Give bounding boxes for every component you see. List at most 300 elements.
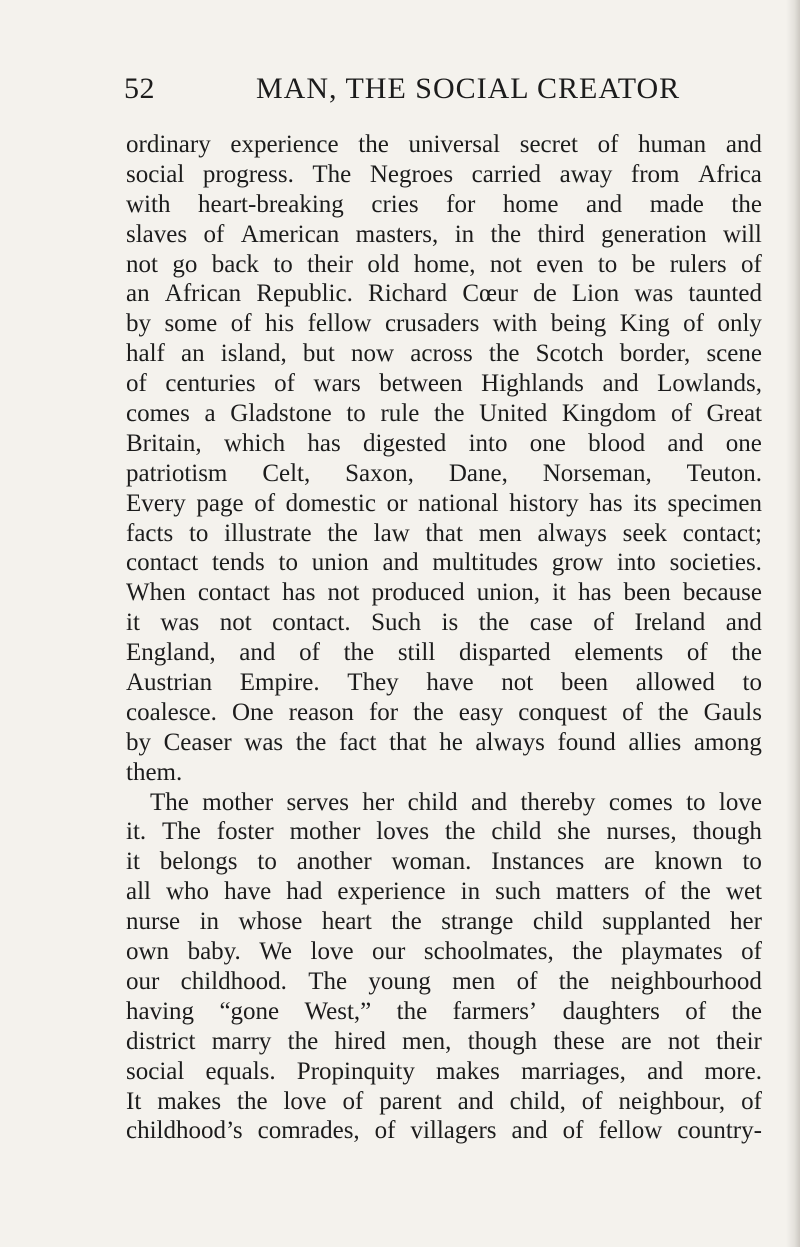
word: It	[126, 1087, 142, 1115]
word: The	[308, 967, 348, 995]
word: of	[374, 1117, 396, 1145]
word: Austrian	[126, 669, 213, 697]
word: these	[553, 1027, 605, 1055]
word: Highlands	[481, 370, 584, 398]
word: of	[203, 220, 225, 248]
text-line	[126, 399, 762, 429]
word: has	[589, 489, 623, 517]
word: cries	[371, 190, 419, 218]
word: makes	[436, 1057, 500, 1085]
word: an	[181, 340, 205, 368]
word: which	[223, 429, 286, 457]
text-line	[126, 668, 762, 698]
word: not	[489, 250, 522, 278]
text-line	[126, 817, 762, 847]
word: the	[680, 878, 711, 906]
word: always	[475, 728, 545, 756]
word: because	[682, 579, 762, 607]
word: fact	[338, 728, 377, 756]
word: Dane,	[448, 459, 508, 487]
word: and	[470, 788, 508, 816]
word: from	[630, 160, 680, 188]
word: to	[273, 250, 293, 278]
word: experience	[230, 131, 339, 158]
word: for	[368, 698, 399, 726]
word: nurses,	[606, 818, 677, 846]
word: Cœur	[462, 280, 518, 308]
word: heart-breaking	[198, 190, 344, 218]
word: of	[342, 1087, 364, 1115]
word: island,	[220, 340, 287, 368]
word: by	[126, 728, 151, 756]
word: domestic	[285, 489, 376, 517]
word: been	[560, 669, 609, 697]
word: away	[559, 160, 613, 188]
word: our	[372, 938, 406, 966]
text-line	[126, 937, 762, 967]
word: of	[593, 609, 615, 637]
word: child,	[509, 1087, 566, 1115]
word: Kingdom	[561, 400, 657, 428]
word: the	[237, 1087, 268, 1115]
word: comes	[126, 400, 190, 428]
text-line	[126, 728, 762, 758]
word: his	[264, 310, 295, 338]
word: not	[501, 669, 534, 697]
word: with	[492, 310, 538, 338]
word: its	[633, 489, 657, 517]
word: Scotch	[535, 340, 604, 368]
word: and	[382, 549, 419, 577]
word: history	[509, 489, 579, 517]
word: found	[557, 728, 616, 756]
word: not	[126, 250, 158, 278]
word: with	[126, 190, 171, 218]
word: the	[343, 639, 375, 667]
word: seek	[622, 519, 668, 547]
word: strange	[441, 908, 514, 936]
word: universal	[408, 131, 501, 158]
word: and	[602, 370, 639, 398]
word: all	[126, 878, 151, 906]
word: “gone	[219, 997, 280, 1025]
word: Ireland	[634, 609, 706, 637]
word: the	[558, 967, 590, 995]
text-line	[126, 1027, 762, 1057]
word: to	[597, 250, 618, 278]
text-line	[126, 578, 762, 608]
word: and	[586, 190, 623, 218]
word: African	[164, 280, 242, 308]
word: not	[667, 1027, 700, 1055]
word: district	[126, 1027, 196, 1055]
word: love	[283, 1087, 327, 1115]
word: child	[491, 818, 542, 846]
word: societies.	[669, 549, 762, 577]
text-line	[126, 519, 762, 549]
word: the	[433, 400, 465, 428]
word: rule	[380, 400, 420, 428]
word: of	[622, 698, 643, 726]
word: the	[658, 698, 689, 726]
word: it.	[126, 818, 147, 846]
word: but	[302, 340, 335, 368]
word: thereby	[520, 788, 596, 816]
word: who	[166, 878, 210, 906]
word: known	[654, 848, 723, 876]
word: the	[413, 698, 444, 726]
text-line	[126, 907, 762, 937]
word: be	[631, 250, 656, 278]
body-text	[126, 130, 762, 1146]
word: between	[379, 370, 463, 398]
word: United	[479, 400, 548, 428]
word: The	[150, 788, 189, 816]
word: has	[578, 579, 612, 607]
word: serves	[286, 788, 349, 816]
word: child	[532, 908, 583, 936]
page-number: 52	[124, 72, 155, 105]
word: woman.	[391, 848, 472, 876]
text-line	[126, 250, 762, 280]
word: country-	[677, 1117, 762, 1145]
word: taunted	[688, 280, 762, 308]
word: own	[126, 938, 170, 966]
word: that	[389, 728, 427, 756]
word: facts	[126, 519, 174, 547]
word: contact	[197, 579, 270, 607]
word: their	[307, 250, 353, 278]
word: matters	[555, 878, 630, 906]
text-line	[126, 220, 762, 250]
word: is	[441, 609, 459, 637]
word: digested	[362, 429, 447, 457]
word: of	[274, 370, 295, 398]
word: conquest	[518, 698, 608, 726]
word: of	[741, 938, 762, 966]
word: not	[219, 609, 252, 637]
word: it	[126, 848, 140, 876]
word: go	[172, 250, 198, 278]
word: The	[312, 160, 352, 188]
word: made	[649, 190, 704, 218]
word: Africa	[698, 160, 762, 188]
word: has	[307, 429, 341, 457]
word: back	[211, 250, 259, 278]
word: supplanted	[602, 908, 711, 936]
word: child	[407, 788, 458, 816]
word: King	[619, 310, 670, 338]
word: experience	[337, 878, 446, 906]
text-line	[126, 339, 762, 369]
word: more.	[704, 1057, 762, 1085]
word: Richard	[368, 280, 448, 308]
word: Republic.	[256, 280, 353, 308]
text-line	[126, 130, 762, 160]
word: centuries	[165, 370, 256, 398]
word: the	[731, 997, 762, 1025]
word: comrades,	[257, 1117, 360, 1145]
word: union	[311, 549, 369, 577]
word: their	[716, 1027, 762, 1055]
word: union,	[476, 579, 540, 607]
word: equals.	[205, 1057, 276, 1085]
word: Lowlands,	[657, 370, 762, 398]
word: The	[162, 818, 201, 846]
word: Such	[371, 609, 422, 637]
word: our	[126, 967, 160, 995]
word: childhood.	[180, 967, 287, 995]
word: Teuton.	[686, 459, 762, 487]
word: social	[126, 160, 185, 188]
word: she	[557, 818, 591, 846]
word: crusaders	[384, 310, 480, 338]
word: and	[239, 639, 276, 667]
word: illustrate	[224, 519, 312, 547]
word: of	[581, 1087, 603, 1115]
word: home	[502, 190, 559, 218]
word: the	[287, 1027, 319, 1055]
text-line	[126, 429, 762, 459]
word: generation	[601, 220, 707, 248]
word: masters,	[355, 220, 439, 248]
word: love	[310, 938, 354, 966]
word: hired	[334, 1027, 386, 1055]
word: or	[386, 489, 408, 517]
word: an	[126, 280, 150, 308]
word: old	[367, 250, 400, 278]
running-title: MAN, THE SOCIAL CREATOR	[256, 72, 681, 105]
word: will	[722, 220, 762, 248]
word: multitudes	[432, 549, 538, 577]
word: nurse	[126, 908, 181, 936]
word: marriages,	[521, 1057, 626, 1085]
word: Britain,	[126, 429, 202, 457]
text-line	[126, 877, 762, 907]
word: had	[286, 878, 323, 906]
word: half	[126, 340, 165, 368]
word: slaves	[126, 220, 188, 248]
word: in	[199, 908, 220, 936]
word: of	[686, 639, 708, 667]
word: of	[685, 997, 707, 1025]
word: Negroes	[369, 160, 454, 188]
word: of	[254, 489, 276, 517]
word: having	[126, 997, 195, 1025]
word: still	[397, 639, 436, 667]
word: easy	[458, 698, 504, 726]
word: One	[231, 698, 274, 726]
word: Great	[706, 400, 762, 428]
word: reason	[288, 698, 354, 726]
word: the	[396, 997, 428, 1025]
word: have	[426, 669, 474, 697]
word: though	[467, 1027, 538, 1055]
word: comes	[608, 788, 673, 816]
word: human	[638, 131, 707, 158]
word: of	[562, 1117, 584, 1145]
word: of	[126, 370, 147, 398]
word: in	[454, 220, 475, 248]
word: of	[670, 400, 692, 428]
word: loves	[376, 818, 430, 846]
word: fellow	[598, 1117, 663, 1145]
word: marry	[211, 1027, 272, 1055]
word: one	[529, 429, 566, 457]
word: border,	[619, 340, 691, 368]
word: coalesce.	[126, 698, 217, 726]
word: to	[742, 848, 762, 876]
word: elements	[574, 639, 664, 667]
text-line: them.	[126, 758, 183, 786]
word: national	[418, 489, 499, 517]
word: to	[742, 669, 762, 697]
word: schoolmates,	[423, 938, 554, 966]
word: the	[731, 639, 762, 667]
word: it	[126, 609, 140, 637]
text-line	[126, 608, 762, 638]
word: We	[259, 938, 292, 966]
word: Instances	[491, 848, 585, 876]
word: They	[347, 669, 399, 697]
word: was	[244, 728, 284, 756]
word: among	[693, 728, 762, 756]
word: carried	[471, 160, 542, 188]
word: tends	[211, 549, 265, 577]
word: Every	[126, 489, 186, 517]
word: the	[572, 938, 603, 966]
word: in	[460, 878, 481, 906]
word: was	[634, 280, 674, 308]
word: by	[126, 310, 151, 338]
word: baby.	[187, 938, 241, 966]
word: and	[511, 1117, 548, 1145]
word: Lion	[571, 280, 620, 308]
text-line	[126, 190, 762, 220]
word: young	[368, 967, 431, 995]
word: of	[299, 639, 320, 667]
word: to	[686, 788, 706, 816]
word: neighbour,	[618, 1087, 726, 1115]
word: some	[164, 310, 218, 338]
word: the	[444, 818, 476, 846]
page-edge-shadow	[786, 0, 800, 1247]
word: of	[597, 131, 619, 158]
word: the	[327, 519, 358, 547]
word: her	[362, 788, 395, 816]
word: villagers	[410, 1117, 497, 1145]
word: childhood’s	[126, 1117, 243, 1145]
word: are	[621, 1027, 652, 1055]
word: such	[495, 878, 541, 906]
word: the	[391, 908, 422, 936]
word: whose	[238, 908, 303, 936]
word: Ceaser	[163, 728, 232, 756]
word: neighbourhood	[610, 967, 762, 995]
word: the	[478, 609, 510, 637]
text-line	[126, 1087, 762, 1117]
word: blood	[588, 429, 646, 457]
word: to	[346, 400, 366, 428]
word: of	[741, 250, 762, 278]
text-line	[126, 489, 762, 519]
word: grow	[551, 549, 604, 577]
word: scene	[706, 340, 762, 368]
word: fellow	[307, 310, 372, 338]
word: makes	[157, 1087, 222, 1115]
word: secret	[519, 131, 579, 158]
word: farmers’	[452, 997, 538, 1025]
word: another	[296, 848, 372, 876]
word: for	[446, 190, 476, 218]
word: into	[616, 549, 656, 577]
word: of	[644, 878, 666, 906]
text-line	[126, 279, 762, 309]
word: Gauls	[703, 698, 762, 726]
word: been	[623, 579, 671, 607]
text-line	[126, 459, 762, 489]
word: of	[230, 310, 252, 338]
word: disparted	[459, 639, 551, 667]
word: a	[204, 400, 216, 428]
word: mother	[202, 788, 274, 816]
word: to	[188, 519, 209, 547]
word: and	[647, 1057, 684, 1085]
word: and	[667, 429, 704, 457]
word: allowed	[635, 669, 715, 697]
word: de	[533, 280, 557, 308]
word: foster	[216, 818, 274, 846]
word: contact;	[682, 519, 762, 547]
word: men	[452, 967, 496, 995]
word: playmates	[621, 938, 723, 966]
text-line	[126, 369, 762, 399]
text-line	[126, 1116, 762, 1146]
word: contact.	[272, 609, 351, 637]
word: the	[488, 340, 520, 368]
word: the	[490, 220, 522, 248]
word: one	[725, 429, 762, 457]
word: men,	[402, 1027, 452, 1055]
running-head	[0, 72, 800, 112]
word: men	[478, 519, 522, 547]
word: are	[604, 848, 635, 876]
word: daughters	[562, 997, 660, 1025]
word: being	[550, 310, 607, 338]
word: Propinquity	[296, 1057, 415, 1085]
word: the	[358, 131, 389, 158]
text-line	[126, 1057, 762, 1087]
word: social	[126, 1057, 185, 1085]
word: wars	[313, 370, 361, 398]
word: her	[730, 908, 762, 936]
word: rulers	[669, 250, 727, 278]
word: Gladstone	[230, 400, 332, 428]
word: produced	[371, 579, 465, 607]
word: and	[725, 131, 762, 158]
word: West,”	[304, 997, 372, 1025]
word: parent	[379, 1087, 442, 1115]
word: and	[725, 609, 762, 637]
word: now	[351, 340, 395, 368]
word: progress.	[202, 160, 294, 188]
word: page	[196, 489, 244, 517]
word: contact	[126, 549, 199, 577]
word: was	[160, 609, 200, 637]
text-line	[126, 638, 762, 668]
word: into	[468, 429, 508, 457]
word: law	[373, 519, 410, 547]
